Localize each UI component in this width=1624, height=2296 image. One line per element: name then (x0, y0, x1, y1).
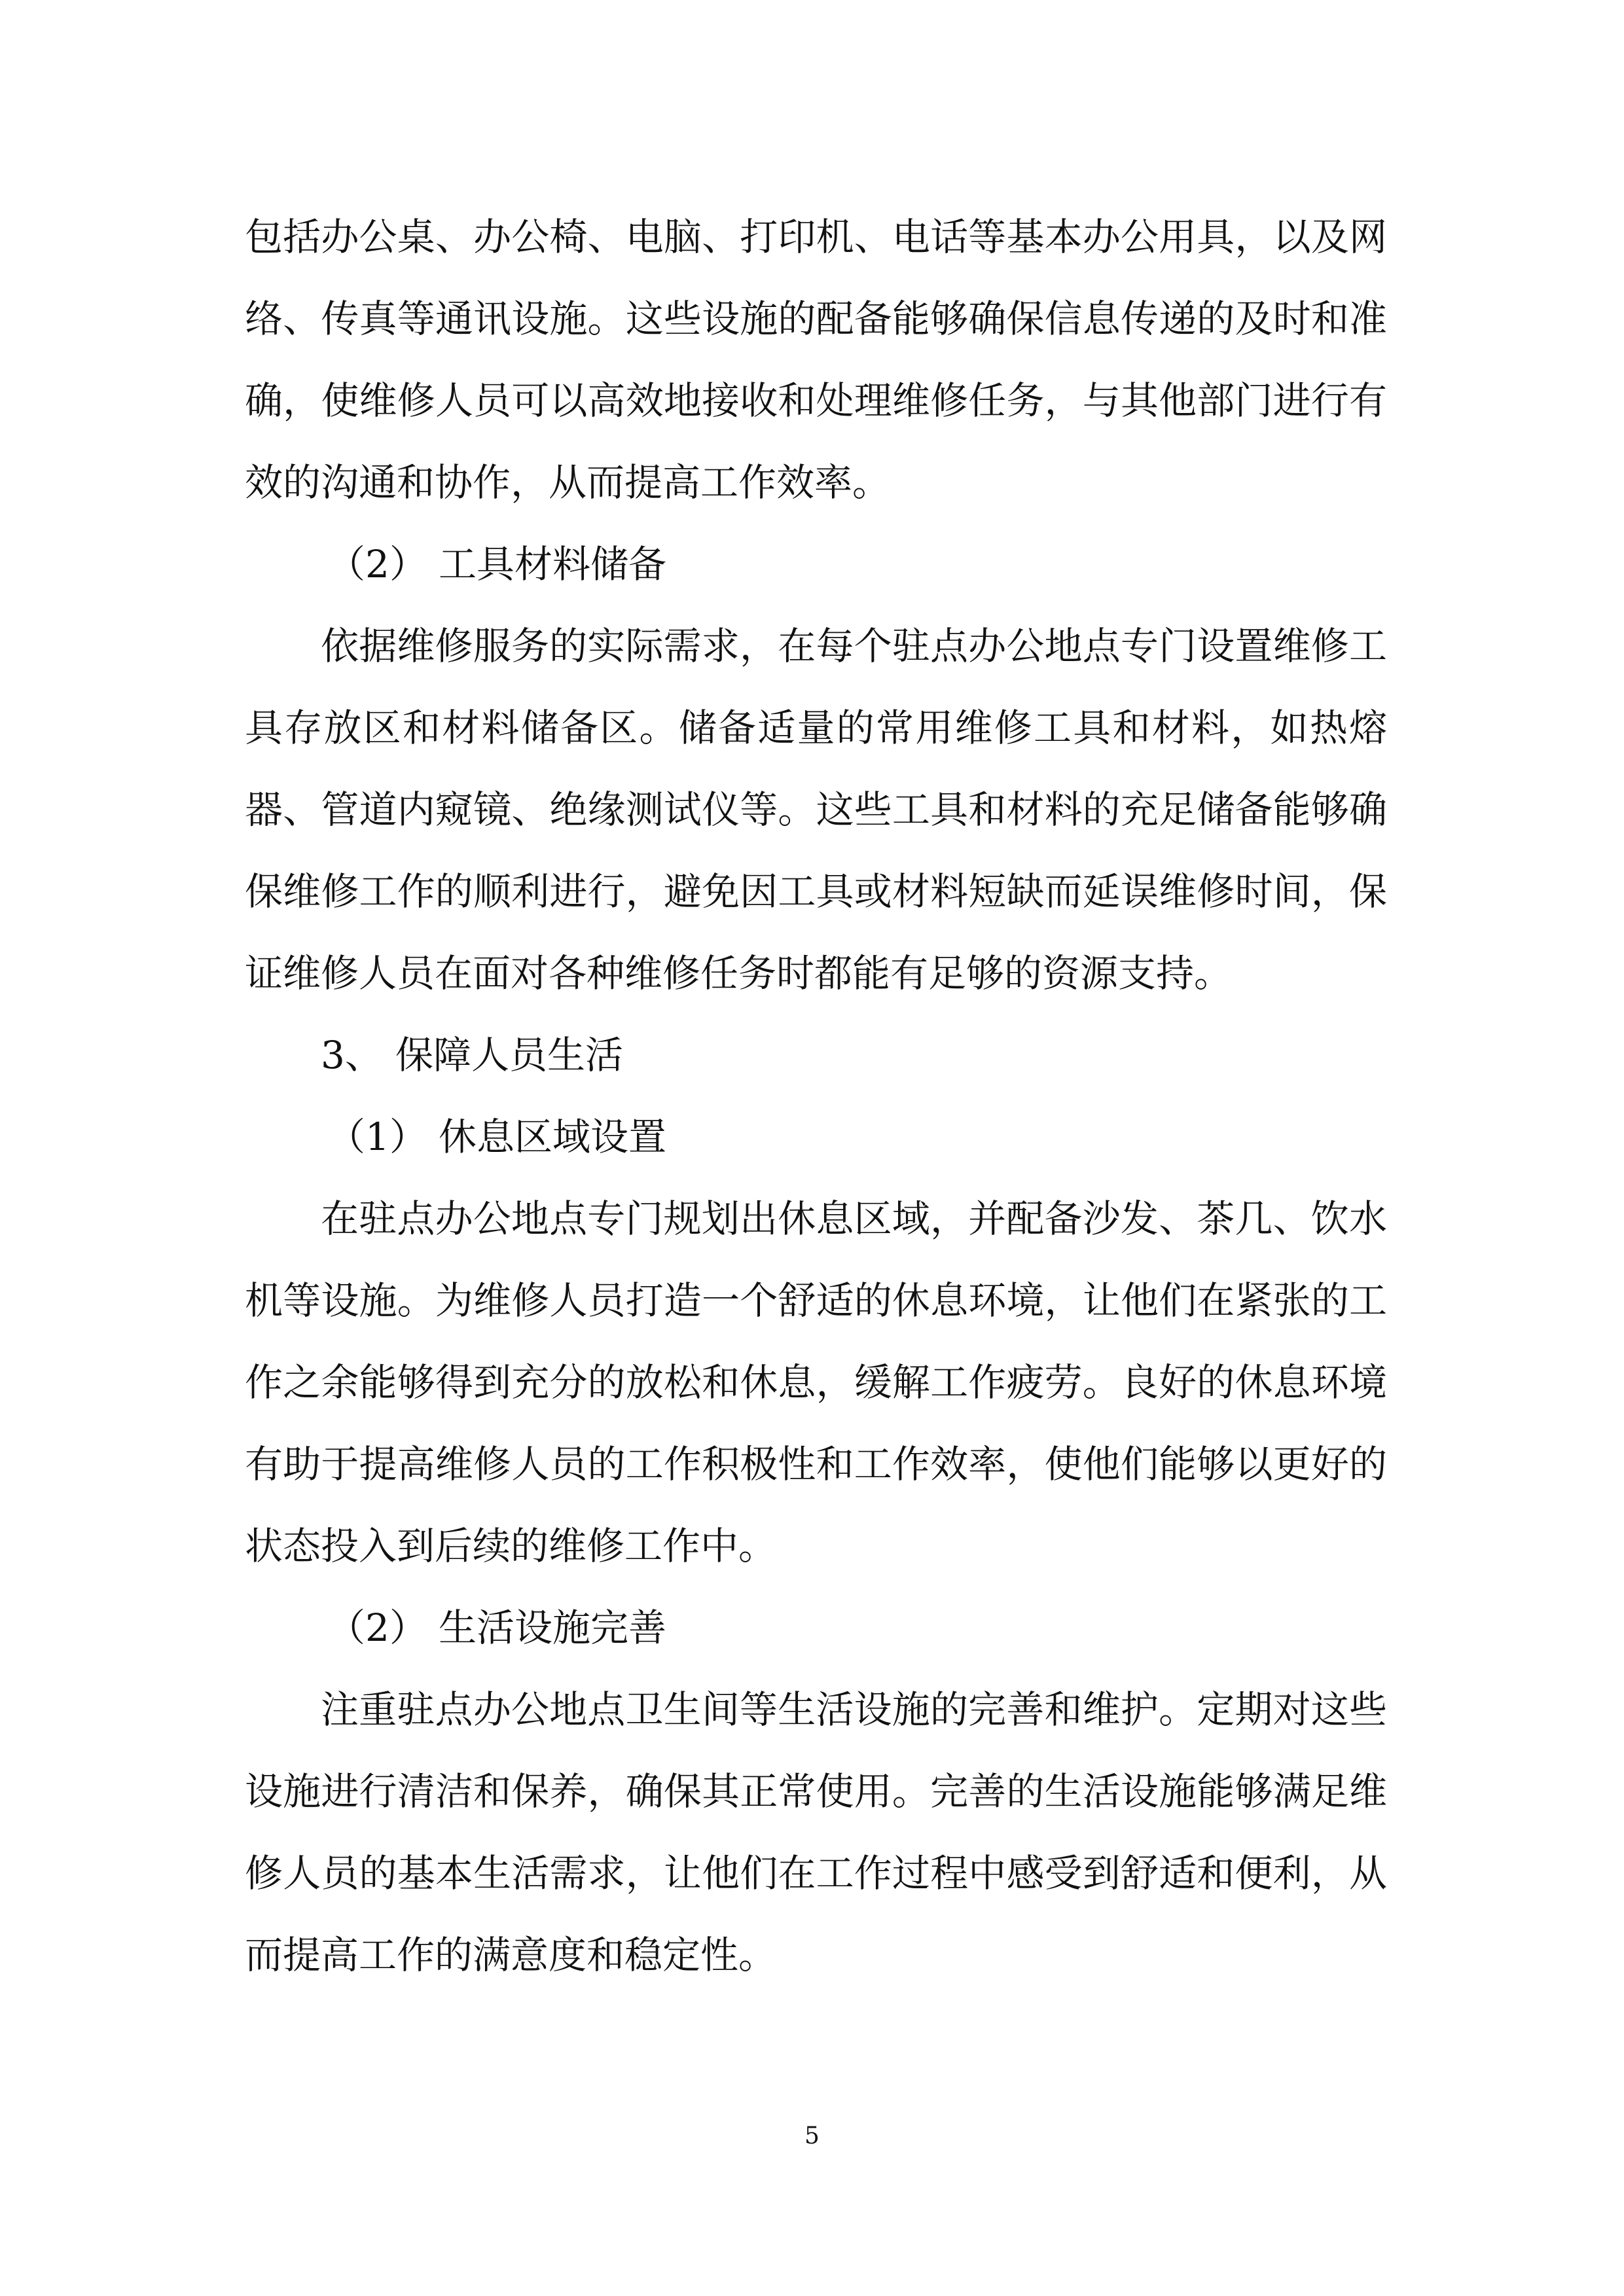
heading-title: 保障人员生活 (395, 1033, 624, 1077)
heading-tool-material-storage (245, 524, 1387, 605)
heading-number: （1） (327, 1115, 427, 1159)
heading-number: （2） (327, 542, 427, 586)
heading-title: 工具材料储备 (439, 542, 667, 586)
heading-title: 休息区域设置 (439, 1115, 667, 1159)
heading-number: 3、 (321, 1033, 383, 1077)
heading-rest-area (245, 1096, 1387, 1178)
heading-number: （2） (327, 1605, 427, 1650)
page-number: 5 (804, 2123, 820, 2149)
heading-living-facilities (245, 1587, 1387, 1669)
paragraph-office-equipment: 包括办公桌、办公椅、电脑、打印机、电话等基本办公用具，以及网络、传真等通讯设施。这些设施的配备能够确保信息传递的及时和准确，使维修人员可以高效地接收和处理维修任务，与其他部门进行有效的沟通和协作，从而提高工作效率。 (245, 215, 1387, 505)
paragraph-living-facilities: 注重驻点办公地点卫生间等生活设施的完善和维护。定期对这些设施进行清洁和保养，确保其正常使用。完善的生活设施能够满足维修人员的基本生活需求，让他们在工作过程中感受到舒适和便利，从而提高工作的满意度和稳定性。 (245, 1687, 1387, 1977)
document-body (245, 196, 1387, 1996)
heading-title: 生活设施完善 (439, 1605, 667, 1650)
heading-section-3-staff-life (245, 1014, 1387, 1096)
paragraph-rest-area: 在驻点办公地点专门规划出休息区域，并配备沙发、茶几、饮水机等设施。为维修人员打造一个舒适的休息环境，让他们在紧张的工作之余能够得到充分的放松和休息，缓解工作疲劳。良好的休息环境有助于提高维修人员的工作积极性和工作效率，使他们能够以更好的状态投入到后续的维修工作中。 (245, 1196, 1387, 1568)
paragraph-tool-storage: 依据维修服务的实际需求，在每个驻点办公地点专门设置维修工具存放区和材料储备区。储备适量的常用维修工具和材料，如热熔器、管道内窥镜、绝缘测试仪等。这些工具和材料的充足储备能够确保维修工作的顺利进行，避免因工具或材料短缺而延误维修时间，保证维修人员在面对各种维修任务时都能有足够的资源支持。 (245, 624, 1387, 996)
